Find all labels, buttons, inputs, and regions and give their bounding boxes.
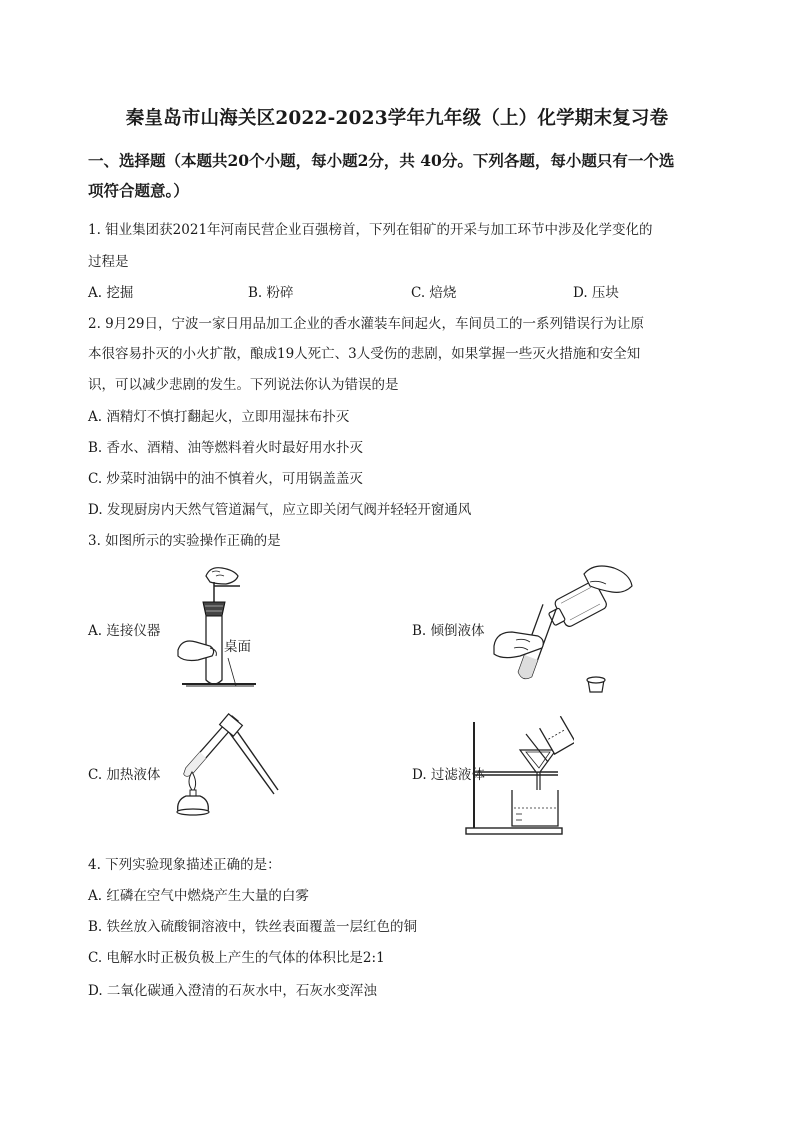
pour-liquid-figure <box>490 560 640 702</box>
q1-option-d: D. 压块 <box>573 285 619 301</box>
q2-stem-line-3: 识，可以减少悲剧的发生。下列说法你认为错误的是 <box>88 377 399 393</box>
filter-liquid-figure <box>462 716 574 838</box>
q2-option-c: C. 炒菜时油锅中的油不慎着火，可用锅盖盖灭 <box>88 471 363 487</box>
q2-stem-line-2: 本很容易扑灭的小火扩散，酿成19人死亡、3人受伤的悲剧，如果掌握一些灭火措施和安全知 <box>88 346 641 362</box>
q2-option-b: B. 香水、酒精、油等燃料着火时最好用水扑灭 <box>88 440 364 456</box>
q3-option-c: C. 加热液体 <box>88 767 161 783</box>
q1-stem-line-1: 1. 钼业集团获2021年河南民营企业百强榜首，下列在钼矿的开采与加工环节中涉及化学变化的 <box>88 222 653 238</box>
q2-option-d: D. 发现厨房内天然气管道漏气，应立即关闭气阀并轻轻开窗通风 <box>88 502 472 518</box>
q4-option-c: C. 电解水时正极负极上产生的气体的体积比是2:1 <box>88 950 385 966</box>
q1-option-b: B. 粉碎 <box>248 285 294 301</box>
q3-option-a: A. 连接仪器 <box>88 623 161 639</box>
q3-option-a-table-label: 桌面 <box>224 639 251 655</box>
connect-apparatus-figure <box>176 562 256 690</box>
q1-stem-line-2: 过程是 <box>88 254 129 270</box>
q4-option-b: B. 铁丝放入硫酸铜溶液中，铁丝表面覆盖一层红色的铜 <box>88 919 418 935</box>
heat-liquid-figure <box>172 708 284 820</box>
q3-option-b: B. 倾倒液体 <box>412 623 485 639</box>
q2-option-a: A. 酒精灯不慎打翻起火，立即用湿抹布扑灭 <box>88 409 350 425</box>
q3-stem: 3. 如图所示的实验操作正确的是 <box>88 533 281 549</box>
section-heading-line-1: 一、选择题（本题共20个小题，每小题2分，共 40分。下列各题，每小题只有一个选 <box>88 151 675 170</box>
q4-option-a: A. 红磷在空气中燃烧产生大量的白雾 <box>88 888 309 904</box>
q4-stem: 4. 下列实验现象描述正确的是： <box>88 857 281 873</box>
q1-option-c: C. 焙烧 <box>411 285 457 301</box>
q3-option-d: D. 过滤液体 <box>412 767 485 783</box>
q1-option-a: A. 挖掘 <box>88 285 134 301</box>
page-title: 秦皇岛市山海关区2022-2023学年九年级（上）化学期末复习卷 <box>125 108 669 129</box>
q2-stem-line-1: 2. 9月29日，宁波一家日用品加工企业的香水灌装车间起火，车间员工的一系列错误行为让原 <box>88 316 644 332</box>
q4-option-d: D. 二氧化碳通入澄清的石灰水中，石灰水变浑浊 <box>88 983 377 999</box>
section-heading-line-2: 项符合题意。） <box>88 181 189 200</box>
